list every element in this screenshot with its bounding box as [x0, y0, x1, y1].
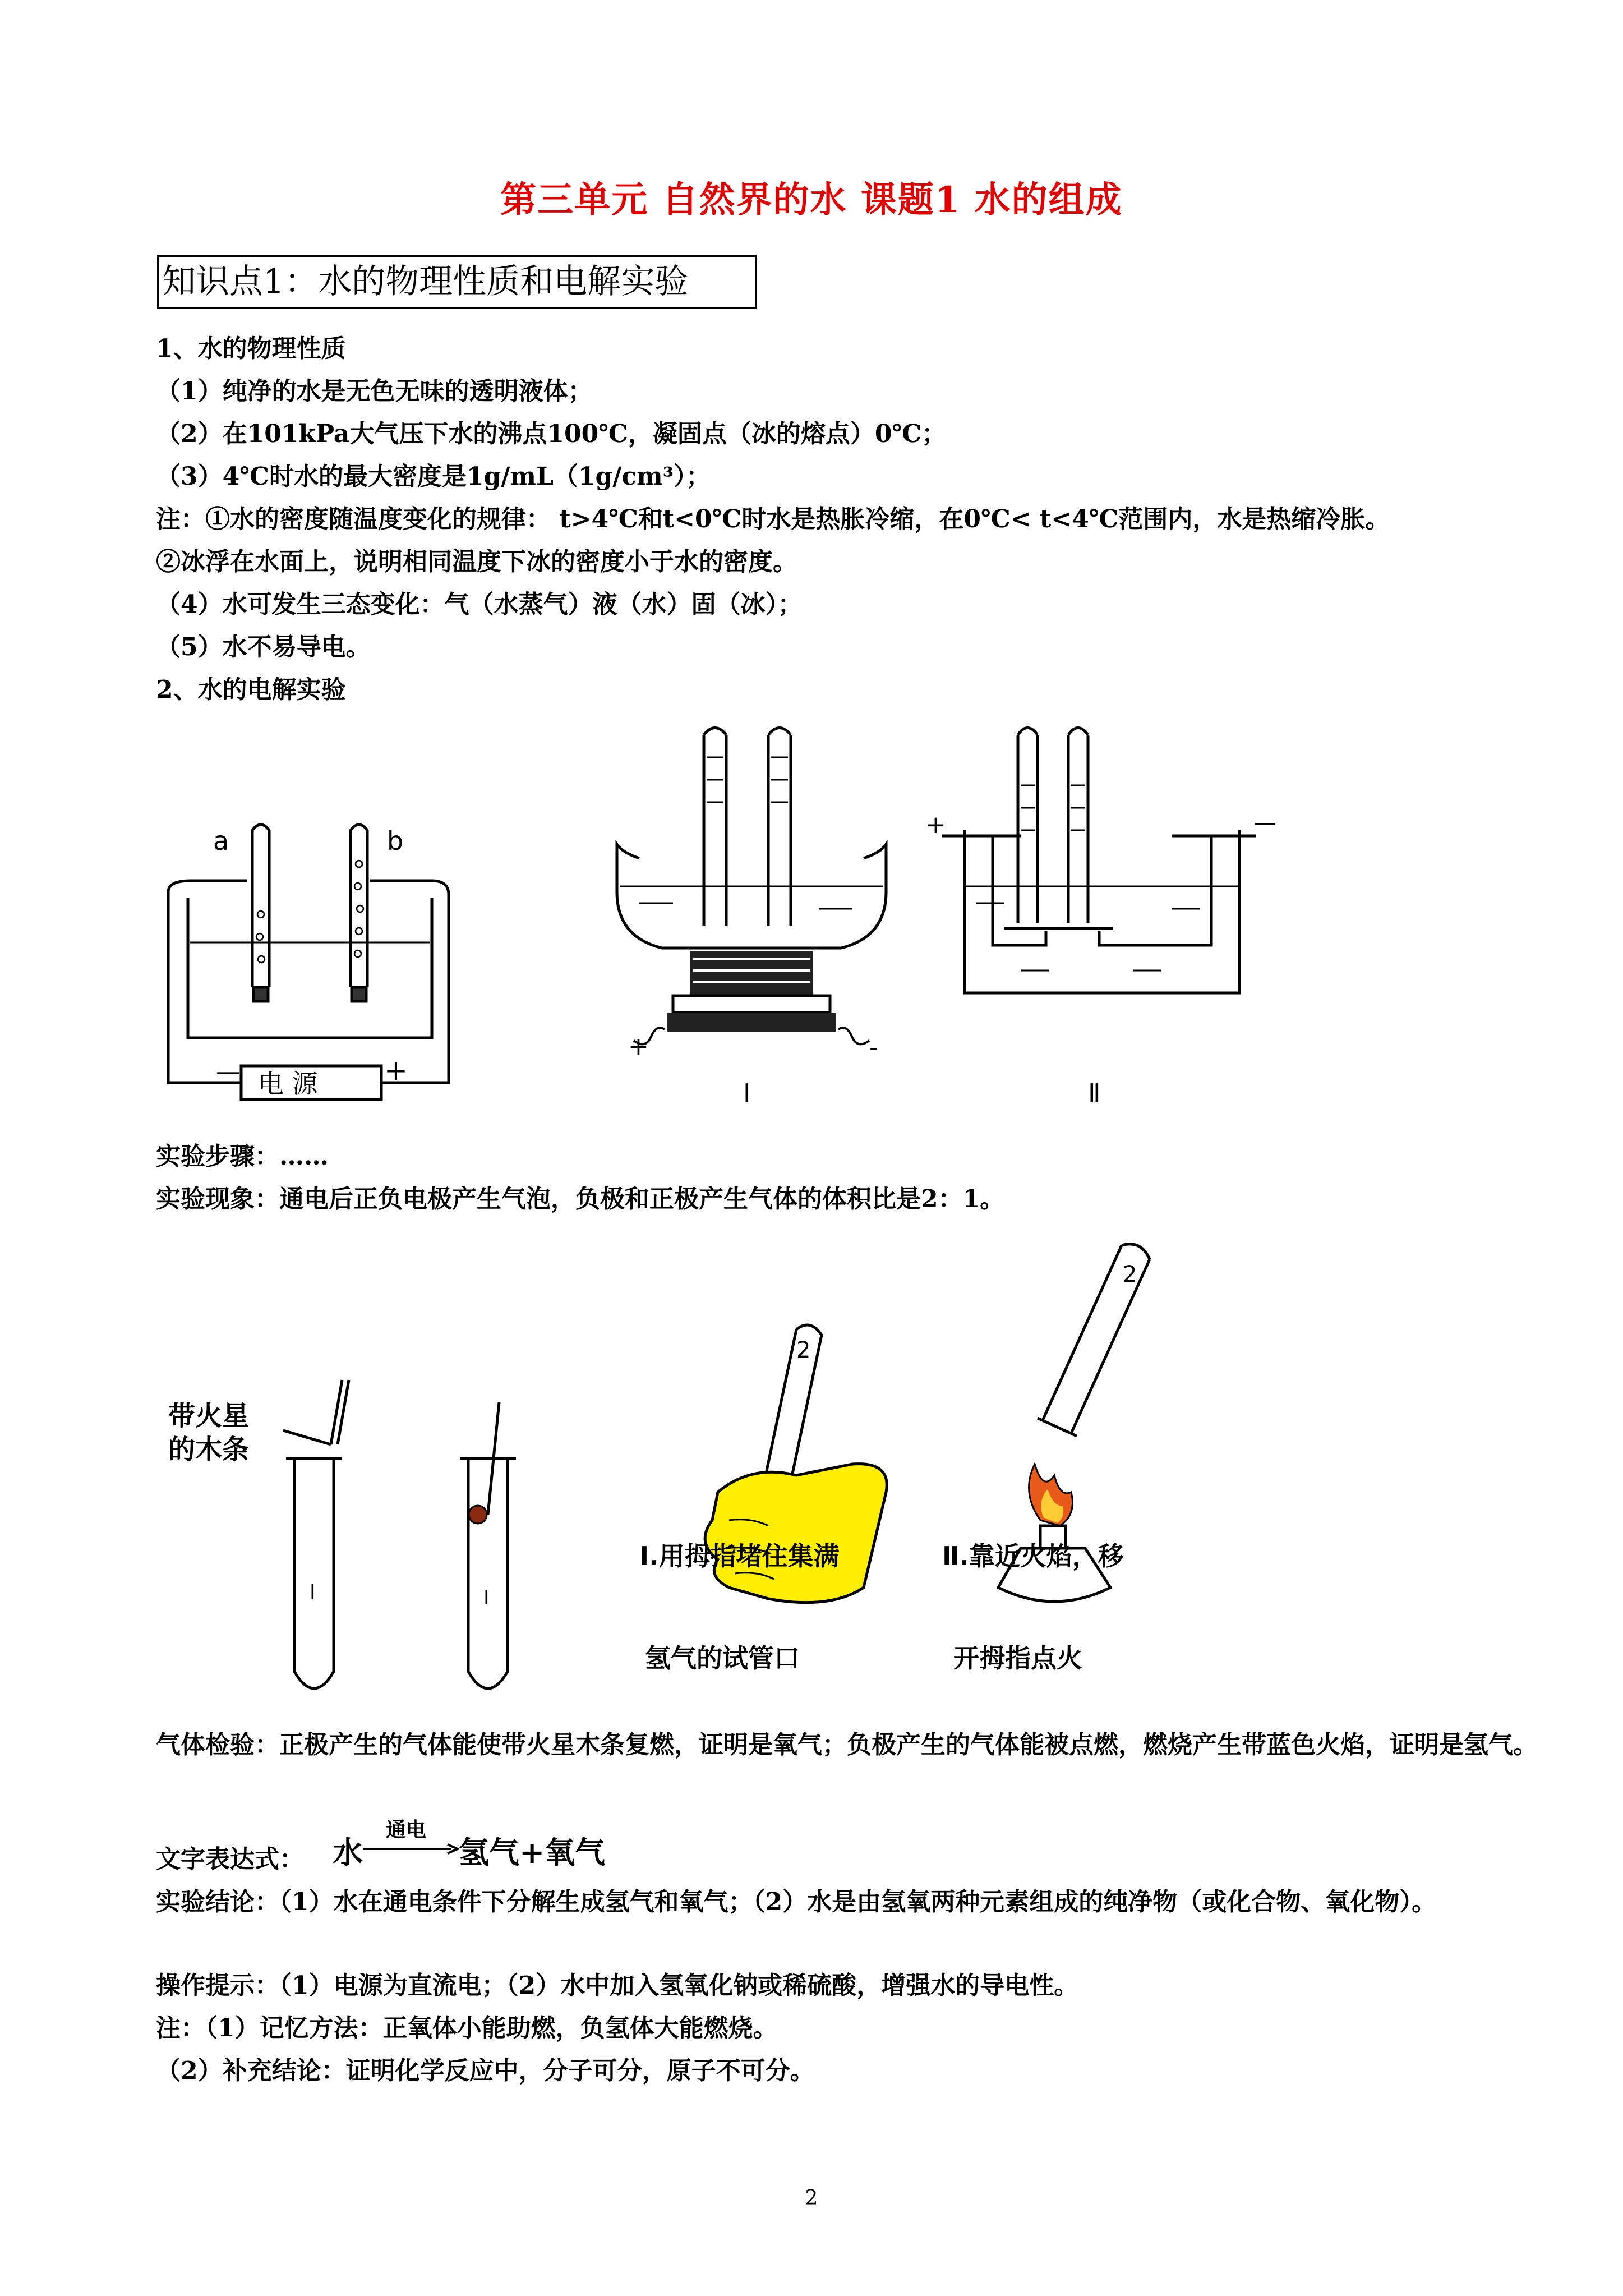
- electrolysis-apparatus-i-figure: [606, 724, 897, 1116]
- minus-sign: -: [869, 1033, 878, 1062]
- figure-label-i: Ⅰ: [743, 1078, 751, 1108]
- page-number: 2: [805, 2187, 818, 2210]
- property-5: （5）水不易导电。: [156, 633, 371, 661]
- reaction-arrow-icon: [363, 1842, 459, 1856]
- equation-condition: 通电: [386, 1818, 427, 1842]
- splint-label-line1: 带火星: [168, 1400, 250, 1432]
- experiment-conclusion: 实验结论：（1）水在通电条件下分解生成氢气和氧气；（2）水是由氢氧两种元素组成的纯净物（或化合物、氧化物）。: [156, 1888, 1437, 1916]
- electrolysis-apparatus-figure: [157, 802, 471, 1116]
- caption-1-line1: Ⅰ.用拇指堵住集满: [639, 1541, 840, 1571]
- electrolysis-apparatus-ii-figure: [920, 724, 1279, 1116]
- electrode-label-a: a: [213, 826, 229, 856]
- property-2: （2）在101kPa大气压下水的沸点100℃，凝固点（冰的熔点）0℃；: [156, 420, 947, 448]
- page-title: 第三单元 自然界的水 课题1 水的组成: [500, 179, 1123, 221]
- tube-mark: Ⅰ: [310, 1581, 316, 1604]
- plus-sign: +: [384, 1054, 408, 1087]
- tube-number-2: 2: [1123, 1262, 1137, 1287]
- supplementary-conclusion: （2）补充结论：证明化学反应中，分子可分，原子不可分。: [156, 2056, 815, 2085]
- figure-label-ii: Ⅱ: [1088, 1078, 1101, 1108]
- property-3: （3）4℃时水的最大密度是1g/mL（1g/cm³）；: [156, 462, 711, 491]
- electrode-label-b: b: [387, 826, 404, 856]
- word-equation: [156, 1818, 829, 1874]
- glowing-splint-test-figure: [157, 1346, 561, 1711]
- equation-reactant: 水: [333, 1834, 363, 1870]
- property-1: （1）纯净的水是无色无味的透明液体；: [156, 377, 593, 406]
- minus-sign: —: [1253, 810, 1276, 836]
- density-note-2: ②冰浮在水面上，说明相同温度下冰的密度小于水的密度。: [156, 547, 797, 576]
- plus-sign: +: [925, 811, 946, 839]
- section-heading-physical-properties: 1、水的物理性质: [156, 334, 346, 363]
- equation-label: 文字表达式：: [156, 1845, 304, 1874]
- tube-number: 2: [796, 1337, 811, 1363]
- memory-note: 注：（1）记忆方法：正氧体小能助燃，负氢体大能燃烧。: [156, 2014, 778, 2042]
- operation-tips: 操作提示：（1）电源为直流电；（2）水中加入氢氧化钠或稀硫酸，增强水的导电性。: [156, 1971, 1079, 2000]
- density-note-1: 注：①水的密度随温度变化的规律： t>4℃和t<0℃时水是热胀冷缩，在0℃< t<4℃范围内，水是热缩冷胀。: [156, 505, 1390, 533]
- section-heading-electrolysis: 2、水的电解实验: [156, 675, 346, 704]
- plus-sign: +: [628, 1032, 649, 1061]
- equation-products: 氢气+氧气: [459, 1834, 606, 1870]
- caption-1-line2: 氢气的试管口: [645, 1643, 800, 1673]
- hydrogen-ignition-test-figure: [628, 1228, 1245, 1621]
- splint-label-line2: 的木条: [168, 1434, 250, 1465]
- tube-mark-2: Ⅰ: [483, 1586, 490, 1609]
- power-source-label: 电 源: [258, 1069, 318, 1099]
- caption-2-line1: Ⅱ.靠近火焰，移: [942, 1541, 1124, 1571]
- property-4: （4）水可发生三态变化：气（水蒸气）液（水）固（冰）；: [156, 590, 803, 619]
- minus-sign: —: [216, 1057, 241, 1086]
- caption-2-line2: 开拇指点火: [953, 1643, 1082, 1673]
- knowledge-point-box: 知识点1：水的物理性质和电解实验: [157, 255, 757, 309]
- gas-test-paragraph: 气体检验：正极产生的气体能使带火星木条复燃，证明是氧气；负极产生的气体能被点燃，燃烧产生带蓝色火焰，证明是氢气。: [156, 1731, 1538, 1759]
- experiment-phenomenon: 实验现象：通电后正负电极产生气泡，负极和正极产生气体的体积比是2：1。: [156, 1185, 1005, 1213]
- experiment-steps: 实验步骤：……: [156, 1142, 329, 1171]
